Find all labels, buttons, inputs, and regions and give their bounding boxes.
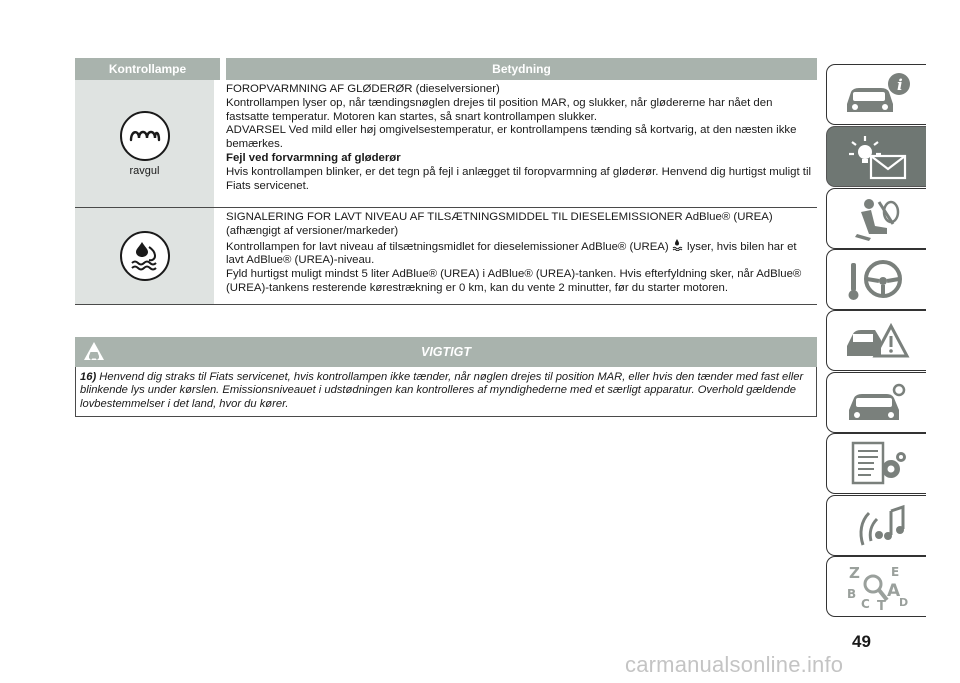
meaning-line: Kontrollampen lyser op, når tændingsnøglen drejes til position MAR, og slukker, når glødererne har nået den fastsatte temperatur. Motoren kan startes, så snart kontrollampen slukker. [226, 96, 773, 123]
page-number: 49 [852, 632, 871, 651]
meaning-line: SIGNALERING FOR LAVT NIVEAU AF TILSÆTNINGSMIDDEL TIL DIESELEMISSIONER AdBlue® (UREA) [226, 211, 773, 223]
table-row [75, 80, 817, 208]
header-kontrollampe: Kontrollampe [75, 58, 226, 80]
multimedia-music-icon [841, 501, 913, 551]
icon-cell [75, 80, 220, 207]
car-accident-warning-icon [841, 316, 913, 366]
car-warning-icon [83, 341, 105, 363]
meaning-line [226, 239, 817, 269]
svg-text:B: B [846, 586, 856, 601]
alphabetical-index-icon [841, 562, 913, 612]
car-info-icon [841, 70, 913, 120]
svg-text:Z: Z [848, 563, 860, 582]
meaning-line: ADVARSEL Ved mild eller høj omgivelsestemperatur, er kontrollampens tænding så kortvarig, at den næsten ikke bemærkes. [226, 124, 797, 151]
meaning-subheading: Fejl ved forvarmning af gløderør [226, 151, 401, 164]
important-header [75, 337, 817, 367]
svg-text:C: C [860, 596, 870, 611]
important-title: VIGTIGT [421, 345, 471, 359]
chapter-tab-emergency[interactable] [826, 310, 926, 371]
seat-airbag-icon [841, 194, 913, 244]
lamp-color-caption: ravgul [129, 164, 160, 177]
note-text: Henvend dig straks til Fiats servicenet, hvis kontrollampen ikke tænder, når nøglen drejes til position MAR, eller hvis den tænder med fast eller blinkende lys under kørslen. Emissionsniveauet i udstødningen kan kontrolleres af myndighederne med et særligt apparatur. Overhold gældende lovbestemmelser i det land, hvor du kører. [80, 371, 804, 410]
chapter-tab-index[interactable] [826, 556, 926, 617]
chapter-tab-warning-lights[interactable] [826, 126, 926, 187]
meaning-line: Fyld hurtigst muligt mindst 5 liter AdBlue® (UREA) i AdBlue® (UREA)-tanken. Hvis efterfyldning sker, når AdBlue® (UREA)-tankens resterende kørestrækning er 0 km, kan du vente 2 minutter, før du starter motoren. [226, 268, 802, 294]
important-box [75, 337, 817, 417]
meaning-line: (afhængigt af versioner/markeder) [226, 224, 399, 237]
svg-text:T: T [876, 598, 886, 612]
adblue-inline-icon [672, 239, 684, 251]
important-body [75, 367, 817, 417]
svg-text:i: i [896, 75, 903, 94]
meaning-line: FOROPVARMNING AF GLØDERØR (dieselversioner) [226, 83, 500, 95]
chapter-tab-car-info[interactable] [826, 64, 926, 125]
chapter-tab-safety[interactable] [826, 188, 926, 249]
glow-plug-icon [120, 111, 170, 161]
meaning-line: Hvis kontrollampen blinker, er det tegn på fejl i anlægget til foropvarmning af gløderør. Henvend dig hurtigst muligt til Fiats servicenet. [226, 165, 812, 192]
meaning-text: lyser, hvis bilen har et lavt AdBlue® (UREA)-niveau. [226, 240, 797, 267]
steering-wheel-key-icon [841, 255, 913, 305]
adblue-low-level-icon [120, 231, 170, 281]
meaning-text: Kontrollampen for lavt niveau af tilsætningsmidlet for dieselemissioner AdBlue® (UREA) [226, 240, 669, 253]
specifications-gear-icon [841, 439, 913, 489]
chapter-tab-maintenance[interactable] [826, 372, 926, 433]
header-betydning: Betydning [492, 62, 551, 76]
note-number: 16) [80, 371, 97, 383]
svg-text:D: D [898, 595, 908, 609]
svg-text:A: A [886, 580, 900, 601]
warning-light-message-icon [841, 132, 913, 182]
chapter-tab-starting-driving[interactable] [826, 249, 926, 310]
warning-lights-table [75, 58, 817, 305]
watermark-text: carmanualsonline.info [625, 652, 844, 677]
table-header [75, 58, 817, 80]
chapter-tab-technical-data[interactable] [826, 433, 926, 494]
car-service-icon [841, 378, 913, 428]
icon-cell [75, 208, 220, 304]
meaning-cell [220, 80, 817, 207]
table-row [75, 208, 817, 305]
meaning-cell [220, 208, 817, 304]
chapter-tab-multimedia[interactable] [826, 495, 926, 556]
svg-text:E: E [890, 564, 899, 579]
